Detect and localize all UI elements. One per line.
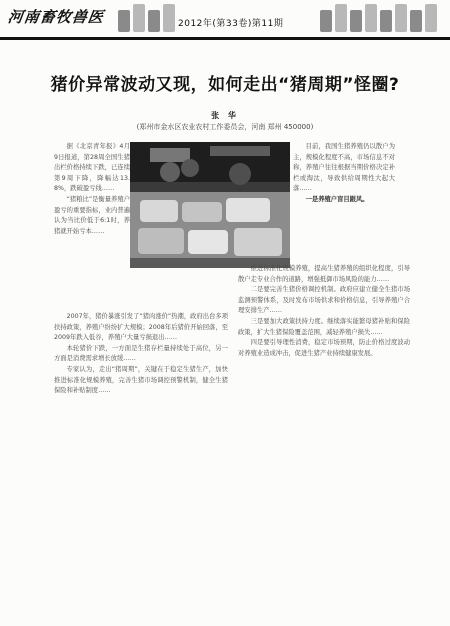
paragraph: 二是要完善生猪价格调控机制。政府应建立健全生猪市场监测预警体系，及时发布市场供求和价格信息，引导养殖户合理安排生产…… (238, 286, 410, 315)
header-decoration-left (118, 4, 175, 36)
paragraph: 三是要加大政策扶持力度。继续落实能繁母猪补贴和保险政策，扩大生猪保险覆盖范围，减轻养殖户损失…… (238, 317, 410, 336)
article-title: 猪价异常波动又现，如何走出“猪周期”怪圈? (50, 75, 400, 95)
article-affiliation: (郑州市金水区农业农村工作委员会，河南 郑州 450000) (136, 123, 314, 131)
text-column-a (54, 142, 130, 314)
text-column-b (293, 142, 395, 250)
paragraph: 四是要引导理性消费，稳定市场预期，防止价格过度波动对养殖业造成冲击，促进生猪产业持续健康发展。 (238, 339, 410, 357)
paragraph: 推进标准化规模养殖，提高生猪养殖的组织化程度，引导散户走专业合作的道路，增强抵御市场风险的能力…… (238, 265, 410, 283)
article-author: 张 华 (211, 111, 239, 120)
paragraph: 专家认为，走出“猪周期”，关键在于稳定生猪生产，加快推进标准化规模养殖，完善生猪市场调控预警机制，健全生猪保险和补贴制度…… (54, 365, 228, 395)
paragraph: 目前，我国生猪养殖仍以散户为主，规模化程度不高，市场信息不对称，养殖户往往根据当期价格决定补栏或淘汰，导致供给周期性大起大落…… (293, 143, 395, 193)
paragraph: 2007年，猪价暴涨引发了“猪肉涨价”热潮，政府出台多项扶持政策，养殖户纷纷扩大规模；2008年后猪价开始回落，至2009年跌入低谷，养殖户大量亏损退出…… (54, 313, 228, 342)
paragraph: 本轮猪价下跌，一方面是生猪存栏量持续处于高位，另一方面是消费需求增长放缓…… (54, 344, 228, 363)
page-header (0, 0, 450, 44)
pork-market-image (130, 142, 290, 268)
text-column-c (54, 312, 228, 614)
header-rule (0, 37, 450, 40)
issue-info: 2012年(第33卷)第11期 (178, 19, 284, 29)
header-decoration-right (320, 4, 437, 36)
market-photo (130, 142, 290, 268)
text-column-d (238, 264, 410, 614)
paragraph: “猪粮比”是衡量养殖户盈亏的重要指标，业内普遍认为当比价低于6:1时，养猪就开始亏本…… (54, 195, 130, 235)
paragraph: 据《北京青年报》4月9日报道，第28周全国生猪出栏价格持续下跌，已连续第9周下降，降幅达13.8%，跌破盈亏线…… (54, 143, 130, 193)
paragraph: 一是养殖户盲目跟风。 (305, 195, 369, 203)
journal-logo: 河南畜牧兽医 (6, 8, 106, 26)
